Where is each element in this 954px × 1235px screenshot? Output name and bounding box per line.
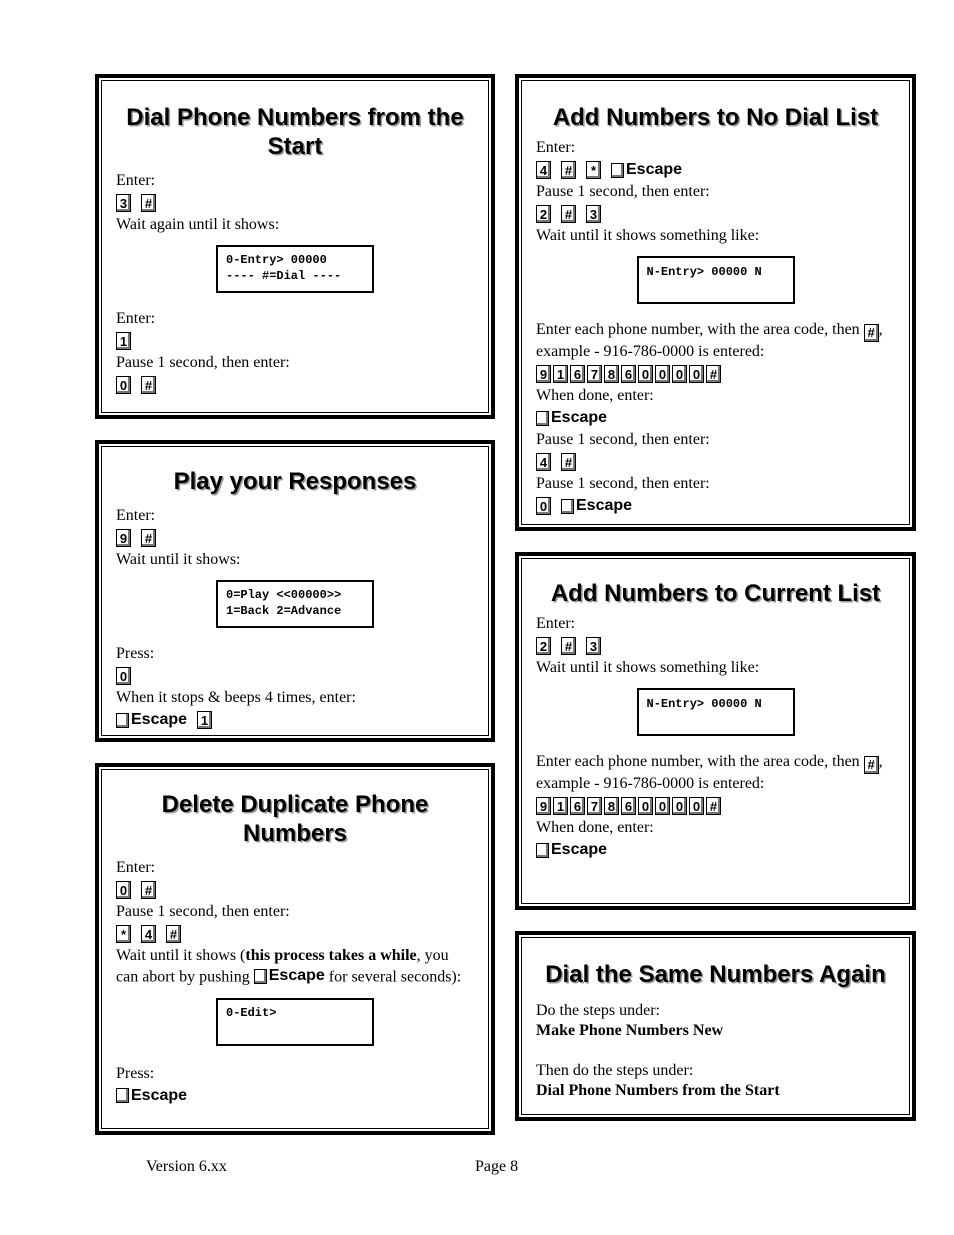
key-hash: # (141, 376, 156, 394)
wait-text-a: Wait until it shows ( (116, 947, 246, 964)
lcd-line-2: 1=Back 2=Advance (226, 604, 342, 618)
escape-label: Escape (626, 161, 683, 178)
each-text-a: Enter each phone number, with the area code, then (536, 321, 864, 338)
instruction-text (536, 320, 895, 362)
box-dial-same-again (515, 931, 916, 1121)
instruction-text: Wait until it shows: (116, 551, 241, 568)
instruction-text: Wait until it shows something like: (536, 227, 760, 244)
key-6: 6 (621, 365, 636, 383)
key-0: 0 (638, 797, 653, 815)
key-sequence (536, 202, 895, 226)
instruction-text: Then do the steps under: (536, 1062, 694, 1079)
escape-label: Escape (131, 1086, 188, 1104)
wait-text-b: , you can abort by pushing (116, 947, 449, 986)
escape-key-icon (116, 1088, 129, 1103)
box-current-list (515, 552, 916, 910)
key-sequence (116, 664, 474, 688)
key-1: 1 (116, 332, 131, 350)
instruction-text: Enter: (116, 507, 156, 524)
lcd-line-1: 0-Edit> (226, 1005, 277, 1020)
key-sequence (536, 634, 895, 658)
key-sequence (116, 373, 474, 397)
escape-label: Escape (131, 711, 188, 728)
instruction-text: Enter: (536, 139, 576, 156)
key-hash: # (706, 365, 721, 383)
instruction-text: Enter: (536, 615, 576, 632)
escape-key (536, 409, 607, 427)
instruction-text: Enter: (116, 172, 156, 189)
key-sequence (116, 1084, 474, 1108)
key-4: 4 (536, 453, 551, 471)
key-hash-inline: # (864, 324, 879, 342)
lcd-display (637, 256, 795, 304)
key-sequence (116, 526, 474, 550)
key-2: 2 (536, 205, 551, 223)
box-title: Add Numbers to Current List (550, 580, 881, 607)
each-text-a: Enter each phone number, with the area code, then (536, 753, 864, 770)
escape-key (611, 161, 682, 179)
instruction-text: Pause 1 second, then enter: (116, 903, 290, 920)
key-0: 0 (672, 797, 687, 815)
box-play-responses (95, 440, 495, 742)
key-sequence (116, 329, 474, 353)
box-dial-from-start (95, 74, 495, 419)
bold-reference: Dial Phone Numbers from the Start (536, 1082, 780, 1099)
key-0: 0 (116, 881, 131, 899)
box-title: Delete Duplicate Phone Numbers (161, 791, 429, 847)
key-4: 4 (141, 925, 156, 943)
footer-version: Version 6.xx (146, 1158, 227, 1175)
escape-label: Escape (268, 967, 325, 984)
box-title: Add Numbers to No Dial List (552, 104, 879, 131)
instruction-text: Wait again until it shows: (116, 216, 280, 233)
key-7: 7 (587, 797, 602, 815)
instruction-text (116, 946, 474, 988)
instruction-text: When it stops & beeps 4 times, enter: (116, 689, 356, 706)
escape-label: Escape (551, 841, 608, 858)
key-hash-inline: # (864, 756, 879, 774)
instruction-text: Pause 1 second, then enter: (536, 183, 710, 200)
key-4: 4 (536, 161, 551, 179)
number-key-sequence (536, 794, 895, 818)
key-hash: # (141, 881, 156, 899)
instruction-text: Enter: (116, 310, 156, 327)
escape-key (561, 497, 632, 515)
instruction-text: Press: (116, 645, 155, 662)
key-0: 0 (689, 365, 704, 383)
key-0: 0 (655, 365, 670, 383)
key-star: * (116, 925, 131, 943)
key-1: 1 (553, 797, 568, 815)
escape-label: Escape (551, 409, 608, 426)
escape-key (116, 711, 187, 729)
key-hash: # (561, 453, 576, 471)
key-2: 2 (536, 637, 551, 655)
instruction-text: Wait until it shows something like: (536, 659, 760, 676)
escape-key-icon (116, 713, 129, 728)
key-6: 6 (570, 365, 585, 383)
box-no-dial-list (515, 74, 916, 531)
key-3: 3 (586, 205, 601, 223)
footer-page-number: Page 8 (475, 1158, 519, 1175)
key-0: 0 (116, 667, 131, 685)
key-3: 3 (116, 194, 131, 212)
lcd-display (216, 998, 374, 1046)
escape-key-icon (561, 499, 574, 514)
lcd-display (637, 688, 795, 736)
key-7: 7 (587, 365, 602, 383)
box-title: Dial Phone Numbers from the Start (126, 104, 464, 160)
escape-key (536, 841, 607, 859)
instruction-text: Press: (116, 1064, 155, 1082)
key-hash: # (141, 529, 156, 547)
key-9: 9 (536, 797, 551, 815)
lcd-line-1: 0=Play <<00000>> (226, 588, 342, 602)
each-text-b: , example - 916-786-0000 is entered: (536, 753, 883, 792)
key-8: 8 (604, 365, 619, 383)
number-key-sequence (536, 362, 895, 386)
instruction-text (536, 752, 895, 794)
escape-key-icon (611, 163, 624, 178)
key-sequence (116, 922, 474, 946)
spacer (536, 1041, 895, 1061)
lcd-line-2: ---- #=Dial ---- (226, 269, 342, 283)
escape-key-inline (254, 966, 325, 986)
key-9: 9 (536, 365, 551, 383)
key-hash: # (166, 925, 181, 943)
key-0: 0 (116, 376, 131, 394)
lcd-line-1: N-Entry> 00000 N (646, 265, 762, 279)
key-6: 6 (621, 797, 636, 815)
key-sequence (116, 878, 474, 902)
key-0: 0 (672, 365, 687, 383)
instruction-text: When done, enter: (536, 819, 654, 836)
instruction-text: Pause 1 second, then enter: (116, 354, 290, 371)
instruction-text: Do the steps under: (536, 1002, 660, 1019)
escape-key-icon (536, 843, 549, 858)
instruction-text: Pause 1 second, then enter: (536, 475, 710, 492)
lcd-display (216, 245, 374, 293)
key-0: 0 (689, 797, 704, 815)
bold-reference: Make Phone Numbers New (536, 1022, 724, 1039)
key-3: 3 (586, 637, 601, 655)
key-hash: # (561, 637, 576, 655)
box-title: Play your Responses (173, 468, 417, 495)
box-title: Dial the Same Numbers Again (545, 961, 886, 988)
key-sequence (536, 158, 895, 182)
lcd-display (216, 580, 374, 628)
instruction-text: When done, enter: (536, 387, 654, 404)
key-sequence (536, 838, 895, 862)
key-sequence (116, 191, 474, 215)
key-0: 0 (655, 797, 670, 815)
key-8: 8 (604, 797, 619, 815)
key-0: 0 (638, 365, 653, 383)
key-9: 9 (116, 529, 131, 547)
key-6: 6 (570, 797, 585, 815)
key-sequence (536, 494, 895, 518)
key-1: 1 (197, 711, 212, 729)
lcd-line-1: N-Entry> 00000 N (646, 697, 762, 711)
instruction-text: Enter: (116, 859, 156, 876)
key-hash: # (141, 194, 156, 212)
key-1: 1 (553, 365, 568, 383)
escape-key-icon (254, 969, 267, 984)
key-sequence (536, 450, 895, 474)
key-0: 0 (536, 497, 551, 515)
key-hash: # (561, 205, 576, 223)
lcd-line-1: 0-Entry> 00000 (226, 253, 327, 267)
key-sequence (116, 708, 474, 732)
escape-key-icon (536, 411, 549, 426)
key-sequence (536, 406, 895, 430)
wait-text-c: for several seconds): (324, 968, 462, 986)
escape-label: Escape (576, 497, 633, 514)
key-hash: # (706, 797, 721, 815)
key-hash: # (561, 161, 576, 179)
key-star: * (586, 161, 601, 179)
wait-text-bold: this process takes a while (245, 947, 417, 964)
escape-key (116, 1087, 187, 1105)
each-text-b: , example - 916-786-0000 is entered: (536, 321, 883, 360)
instruction-text: Pause 1 second, then enter: (536, 431, 710, 448)
box-delete-duplicates (95, 763, 495, 1135)
